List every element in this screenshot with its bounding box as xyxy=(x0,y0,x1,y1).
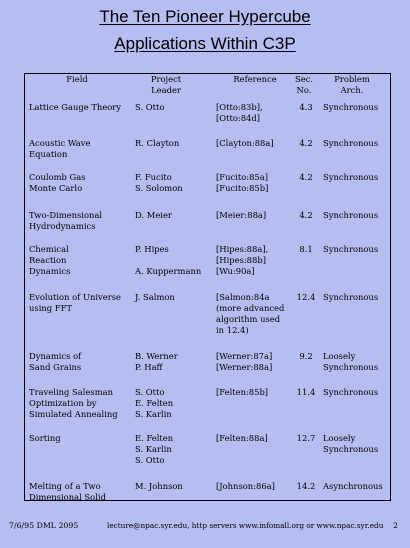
table-cell-leader: S. Otto E. Felten S. Karlin xyxy=(135,387,174,419)
column-header-section-number: Sec. No. xyxy=(294,74,314,95)
table-cell-field: Lattice Gauge Theory xyxy=(29,102,122,112)
table-cell-reference: [Felten:88a] xyxy=(216,433,268,443)
table-cell-sec: 8.1 xyxy=(299,244,313,254)
table-cell-field: Sorting xyxy=(29,433,61,443)
column-header-problem-architecture: Problem Arch. xyxy=(334,74,370,95)
table-cell-field: Coulomb Gas Monte Carlo xyxy=(29,172,86,193)
table-cell-reference: [Felten:85b] xyxy=(216,387,269,397)
table-cell-leader: S. Otto xyxy=(135,102,165,112)
column-header-field: Field xyxy=(66,74,88,84)
table-cell-sec: 4.2 xyxy=(299,138,313,148)
table-cell-sec: 4.3 xyxy=(299,102,313,112)
column-header-reference: Reference xyxy=(233,74,277,84)
table-cell-problem: Synchronous xyxy=(323,172,379,182)
table-cell-reference: [Meier:88a] xyxy=(216,210,267,220)
table-cell-leader: E. Felten S. Karlin S. Otto xyxy=(135,433,174,465)
table-cell-problem: Synchronous xyxy=(323,244,379,254)
table-cell-reference: [Hipes:88a], [Hipes:88b] [Wu:90a] xyxy=(216,244,269,276)
table-cell-leader: J. Salmon xyxy=(135,292,175,302)
page-title-line-1: The Ten Pioneer Hypercube xyxy=(99,7,311,26)
table-cell-sec: 12.7 xyxy=(296,433,316,443)
table-cell-field: Chemical Reaction Dynamics xyxy=(29,244,71,276)
table-cell-field: Two-Dimensional Hydrodynamics xyxy=(29,210,103,231)
table-cell-leader: M. Johnson xyxy=(135,481,183,491)
table-cell-problem: Synchronous xyxy=(323,387,379,397)
table-cell-leader: F. Fucito S. Solomon xyxy=(135,172,183,193)
table-cell-field: Melting of a Two Dimensional Solid xyxy=(29,481,106,502)
table-cell-sec: 9.2 xyxy=(299,351,313,361)
footer-date-code: 7/6/95 DML 2095 xyxy=(9,521,79,530)
table-cell-field: Traveling Salesman Optimization by Simulated Annealing xyxy=(29,387,118,419)
table-cell-leader: P. Hipes A. Kuppermann xyxy=(135,244,202,276)
table-cell-sec: 4.2 xyxy=(299,210,313,220)
table-cell-problem: Synchronous xyxy=(323,210,379,220)
footer-contact: lecture@npac.syr.edu, http servers www.infomall.org or www.npac.syr.edu xyxy=(107,521,384,530)
table-cell-sec: 4.2 xyxy=(299,172,313,182)
table-cell-field: Dynamics of Sand Grains xyxy=(29,351,82,372)
table-cell-problem: Loosely Synchronous xyxy=(323,433,379,454)
table-cell-reference: [Fucito:85a] [Fucito:85b] xyxy=(216,172,269,193)
table-cell-sec: 14.2 xyxy=(296,481,316,491)
table-cell-problem: Synchronous xyxy=(323,138,379,148)
table-cell-leader: R. Clayton xyxy=(135,138,180,148)
table-cell-reference: [Johnson:86a] xyxy=(216,481,275,491)
table-cell-sec: 11.4 xyxy=(296,387,316,397)
column-header-project-leader: Project Leader xyxy=(150,74,182,95)
table-cell-reference: [Clayton:88a] xyxy=(216,138,274,148)
table-cell-reference: [Werner:87a] [Werner:88a] xyxy=(216,351,273,372)
table-cell-problem: Asynchronous xyxy=(323,481,383,491)
table-cell-reference: [Salmon:84a (more advanced algorithm used in 12.4) xyxy=(216,292,285,335)
table-cell-field: Acoustic Wave Equation xyxy=(29,138,91,159)
table-cell-sec: 12.4 xyxy=(296,292,316,302)
table-cell-leader: D. Meier xyxy=(135,210,172,220)
table-cell-reference: [Otto:83b], [Otto:84d] xyxy=(216,102,263,123)
table-cell-field: Evolution of Universe using FFT xyxy=(29,292,121,313)
table-cell-problem: Synchronous xyxy=(323,292,379,302)
table-cell-problem: Loosely Synchronous xyxy=(323,351,379,372)
footer-page-number: 2 xyxy=(393,521,398,530)
table-cell-leader: B. Werner P. Haff xyxy=(135,351,178,372)
table-cell-problem: Synchronous xyxy=(323,102,379,112)
page-title-line-2: Applications Within C3P xyxy=(114,34,296,53)
